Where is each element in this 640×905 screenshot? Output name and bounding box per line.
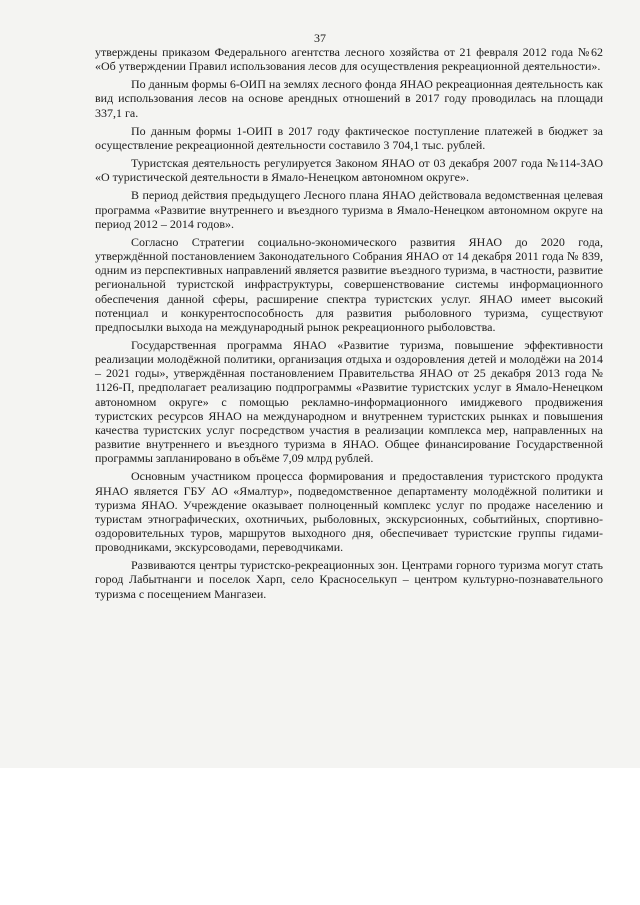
paragraph: Согласно Стратегии социально-экономического развития ЯНАО до 2020 года, утверждённой постановлением Законодательного Собрания ЯНАО от 14 декабря 2011 года № 839, одним из перспективных направлений является развитие въездного туризма, в частности, развитие региональной туристской инфраструктуры, совершенствование системы информационного обеспечения данной сферы, расширение спектра туристских услуг. ЯНАО имеет высокий потенциал и конкурентоспособность для развития рыболовного туризма, существуют предпосылки выхода на международный рынок рекреационного рыболовства. <box>95 234 603 334</box>
paragraph: Развиваются центры туристско-рекреационных зон. Центрами горного туризма могут стать город Лабытнанги и поселок Харп, село Красноселькуп – центром культурно-познавательного туризма с посещением Мангазеи. <box>95 558 603 601</box>
paragraph: Государственная программа ЯНАО «Развитие туризма, повышение эффективности реализации молодёжной политики, организация отдыха и оздоровления детей и молодёжи на 2014 – 2021 годы», утверждённая постановлением Правительства ЯНАО от 25 декабря 2013 года № 1126-П, предполагает реализацию подпрограммы «Развитие туристских услуг в Ямало-Ненецком автономном округе» с помощью рекламно-информационного имиджевого продвижения туристских ресурсов ЯНАО на международном и внутреннем туристских рынках и повышения качества туристских услуг посредством участия в реализации комплекса мер, направленных на развитие внутреннего и въездного туризма в ЯНАО. Общее финансирование Государственной программы запланировано в объёме 7,09 млрд рублей. <box>95 337 603 466</box>
paragraph: Основным участником процесса формирования и предоставления туристского продукта ЯНАО является ГБУ АО «Ямалтур», подведомственное департаменту молодёжной политики и туризма ЯНАО. Учреждение оказывает полноценный комплекс услуг по продаже населению и туристам этнографических, охотничьих, рыболовных, экскурсионных, событийных, спортивно-оздоровительных туров, маршрутов выходного дня, обеспечивает туристские группы гидами-проводниками, экскурсоводами, переводчиками. <box>95 469 603 555</box>
paragraph: По данным формы 1-ОИП в 2017 году фактическое поступление платежей в бюджет за осуществление рекреационной деятельности составило 3 704,1 тыс. рублей. <box>95 123 603 152</box>
paragraph: Туристская деятельность регулируется Законом ЯНАО от 03 декабря 2007 года №114-ЗАО «О туристической деятельности в Ямало-Ненецком автономном округе». <box>95 156 603 185</box>
paragraph: По данным формы 6-ОИП на землях лесного фонда ЯНАО рекреационная деятельность как вид использования лесов на основе арендных отношений в 2017 году проводилась на площади 337,1 га. <box>95 77 603 120</box>
paragraph: В период действия предыдущего Лесного плана ЯНАО действовала ведомственная целевая программа «Развитие внутреннего и въездного туризма в Ямало-Ненецком автономном округе на период 2012 – 2014 годов». <box>95 188 603 231</box>
body-text <box>95 45 603 605</box>
page-number: 37 <box>314 31 326 45</box>
paragraph: утверждены приказом Федерального агентства лесного хозяйства от 21 февраля 2012 года №62 «Об утверждении Правил использования лесов для осуществления рекреационной деятельности». <box>95 45 603 74</box>
